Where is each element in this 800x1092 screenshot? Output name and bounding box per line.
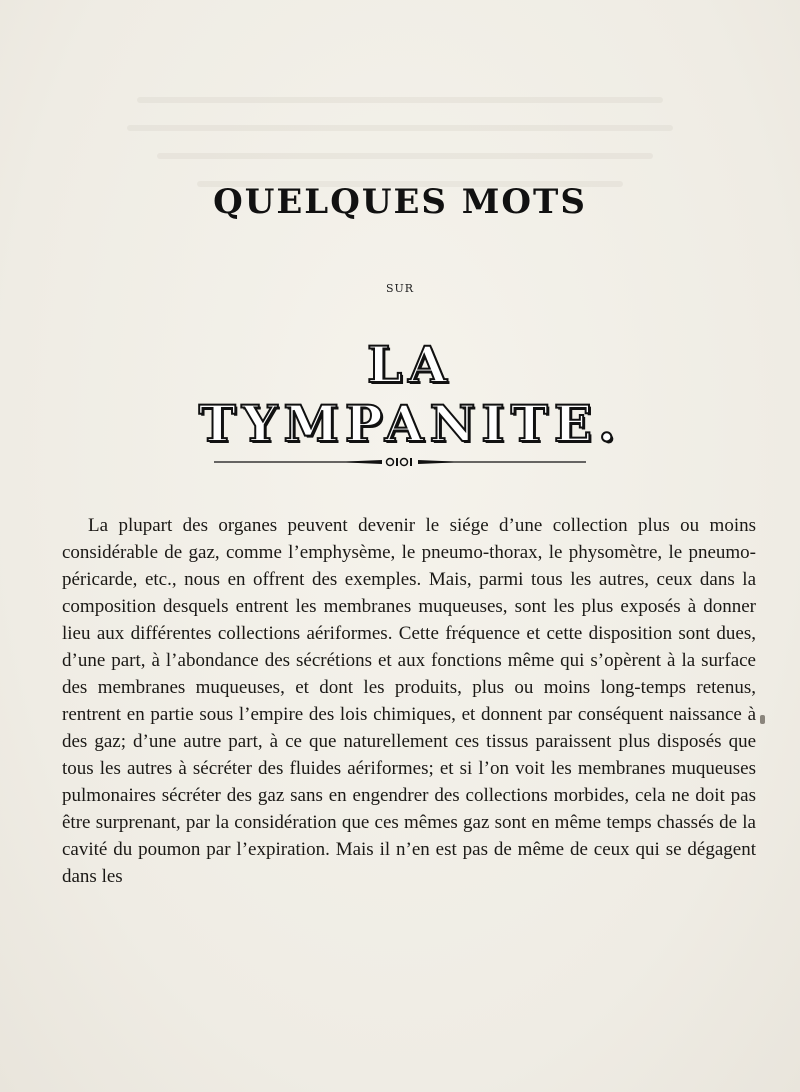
header-connector: SUR (385, 282, 415, 295)
ornamental-rule (214, 455, 586, 469)
margin-mark (760, 715, 765, 724)
body-paragraph: La plupart des organes peuvent devenir le siége d’une collection plus ou moins considérable de gaz, comme l’emphysème, le pneumo-thorax, le physomètre, le pneumo-péricarde, etc., nous en offrent des exemples. Mais, parmi tous les autres, ceux dans la composition desquels entrent les membranes muqueuses, sont les plus exposés à donner lieu aux différentes collections aériformes. Cette fréquence et cette disposition sont dues, d’une part, à l’abondance des sécrétions et aux fonctions même qui s’opèrent à la surface des membranes muqueuses, et dont les produits, plus ou moins long-temps retenus, rentrent en partie sous l’empire des lois chimiques, et donnent par conséquent naissance à des gaz; d’une autre part, à ce que naturellement ces tissus paraissent plus disposés que tous les autres à sécréter des fluides aériformes; et si l’on voit les membranes muqueuses pulmonaires sécréter des gaz sans en engendrer des collections morbides, cela ne doit pas être surprenant, par la considération que ces mêmes gaz sont en même temps chassés de la cavité du poumon par l’expiration. Mais il n’en est pas de même de ceux qui se dégagent dans les (62, 515, 756, 887)
main-title: LA TYMPANITE. (198, 335, 622, 453)
header-title: QUELQUES MOTS (213, 182, 587, 222)
body-text (62, 512, 756, 890)
